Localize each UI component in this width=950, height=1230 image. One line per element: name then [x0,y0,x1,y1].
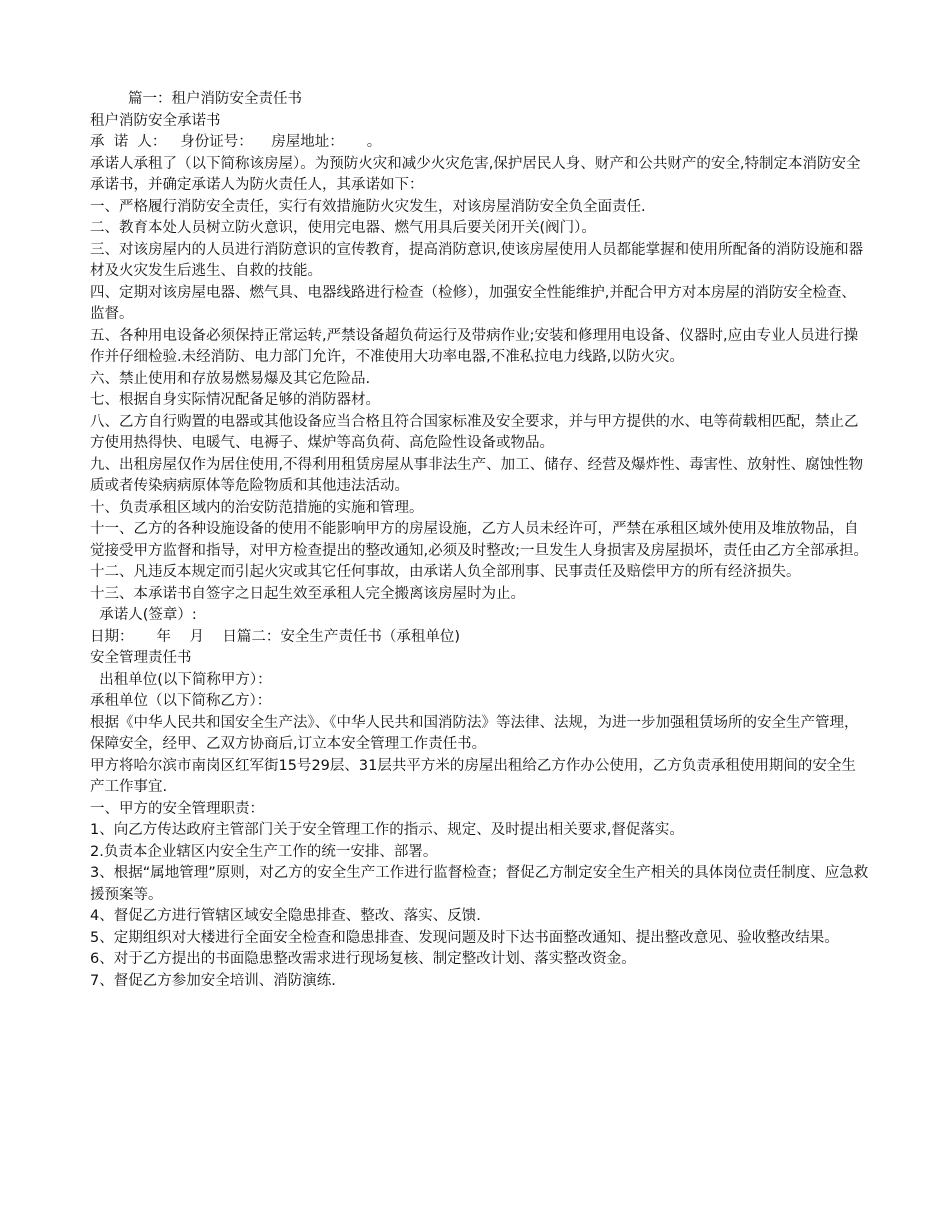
pledge-item-9: 九、出租房屋仅作为居住使用,不得利用租赁房屋从事非法生产、加工、储存、经营及爆炸性、毒害性、放射性、腐蚀性物质或者传染病病原体等危险物质和其他违法活动。 [90,456,864,494]
pledge-item-13: 十三、本承诺书自签字之日起生效至承租人完全搬离该房屋时为止。 [90,585,525,602]
party-a-duties-heading: 一、甲方的安全管理职责： [90,800,264,817]
pledge-item-2: 二、教育本处人员树立防火意识，使用完电器、燃气用具后要关闭开关(阀门）。 [90,220,596,236]
pledge-item-5: 五、各种用电设备必须保持正常运转,严禁设备超负荷运行及带病作业;安装和修理用电设备、仪器时,应由专业人员进行操作并仔细检验.未经消防、电力部门允许，不准使用大功率电器,不准私拉电力线路,以防火灾。 [90,327,859,365]
duty-item-1: 1、向乙方传达政府主管部门关于安全管理工作的指示、规定、及时提出相关要求,督促落实。 [90,822,684,838]
doc-heading-tenant-pledge: 租户消防安全承诺书 [90,112,221,129]
lease-description-paragraph: 甲方将哈尔滨市南岗区红军街15号29层、31层共平方米的房屋出租给乙方作办公使用，乙方负责承租使用期间的安全生产工作事宜. [90,757,856,795]
duty-item-2: 2.负责本企业辖区内安全生产工作的统一安排、部署。 [90,843,438,860]
pledge-item-11: 十一、乙方的各种设施设备的使用不能影响甲方的房屋设施，乙方人员未经许可，严禁在承租区域外使用及堆放物品，自觉接受甲方监督和指导，对甲方检查提出的整改通知,必须及时整改;一旦发生人身损害及房屋损坏，责任由乙方全部承担。 [90,521,868,559]
pledge-item-12: 十二、凡违反本规定而引起火灾或其它任何事故，由承诺人负全部刑事、民事责任及赔偿甲方的所有经济损失。 [90,564,801,580]
pledge-intro-paragraph: 承诺人承租了（以下简称该房屋）。为预防火灾和减少火灾危害,保护居民人身、财产和公共财产的安全,特制定本消防安全承诺书，并确定承诺人为防火责任人，其承诺如下： [90,155,861,193]
pledge-item-3: 三、对该房屋内的人员进行消防意识的宣传教育，提高消防意识,使该房屋使用人员都能掌握和使用所配备的消防设施和器材及火灾发生后逃生、自救的技能。 [90,241,864,279]
section-title-one: 篇一：租户消防安全责任书 [128,91,302,107]
signature-line: 承诺人(签章）: [90,607,197,623]
pledger-info-line: 承 诺 人： 身份证号： 房屋地址： 。 [90,134,382,150]
pledge-item-1: 一、严格履行消防安全责任，实行有效措施防火灾发生，对该房屋消防安全负全面责任. [90,198,646,215]
lessee-line: 承租单位（以下简称乙方）： [90,693,272,709]
pledge-item-4: 四、定期对该房屋电器、燃气具、电器线路进行检查（检修），加强安全性能维护,并配合甲方对本房屋的消防安全检查、监督。 [90,284,856,322]
duty-item-7: 7、督促乙方参加安全培训、消防演练. [90,972,336,989]
duty-item-6: 6、对于乙方提出的书面隐患整改需求进行现场复核、制定整改计划、落实整改资金。 [90,951,636,967]
duty-item-5: 5、定期组织对大楼进行全面安全检查和隐患排查、发现问题及时下达书面整改通知、提出整改意见、验收整改结果。 [90,929,839,946]
document-body [90,89,870,992]
pledge-item-7: 七、根据自身实际情况配备足够的消防器材。 [90,392,380,408]
lessor-line: 出租单位(以下简称甲方）： [90,671,272,688]
duty-item-4: 4、督促乙方进行管辖区域安全隐患排查、整改、落实、反馈. [90,908,481,924]
pledge-item-8: 八、乙方自行购置的电器或其他设备应当合格且符合国家标准及安全要求，并与甲方提供的水、电等荷载相匹配，禁止乙方使用热得快、电暖气、电褥子、煤炉等高负荷、高危险性设备或物品。 [90,413,859,451]
pledge-item-10: 十、负责承租区域内的治安防范措施的实施和管理。 [90,499,424,516]
legal-basis-paragraph: 根据《中华人民共和国安全生产法》、《中华人民共和国消防法》等法律、法规，为进一步加强租赁场所的安全生产管理，保障安全，经甲、乙双方协商后,订立本安全管理工作责任书。 [90,714,859,752]
duty-item-3: 3、根据“属地管理”原则，对乙方的安全生产工作进行监督检查；督促乙方制定安全生产相关的具体岗位责任制度、应急救援预案等。 [90,865,869,903]
doc-heading-safety-management: 安全管理责任书 [90,650,192,666]
pledge-item-6: 六、禁止使用和存放易燃易爆及其它危险品. [90,370,371,387]
date-line-section-two: 日期： 年 月 日篇二：安全生产责任书（承租单位) [90,628,461,645]
